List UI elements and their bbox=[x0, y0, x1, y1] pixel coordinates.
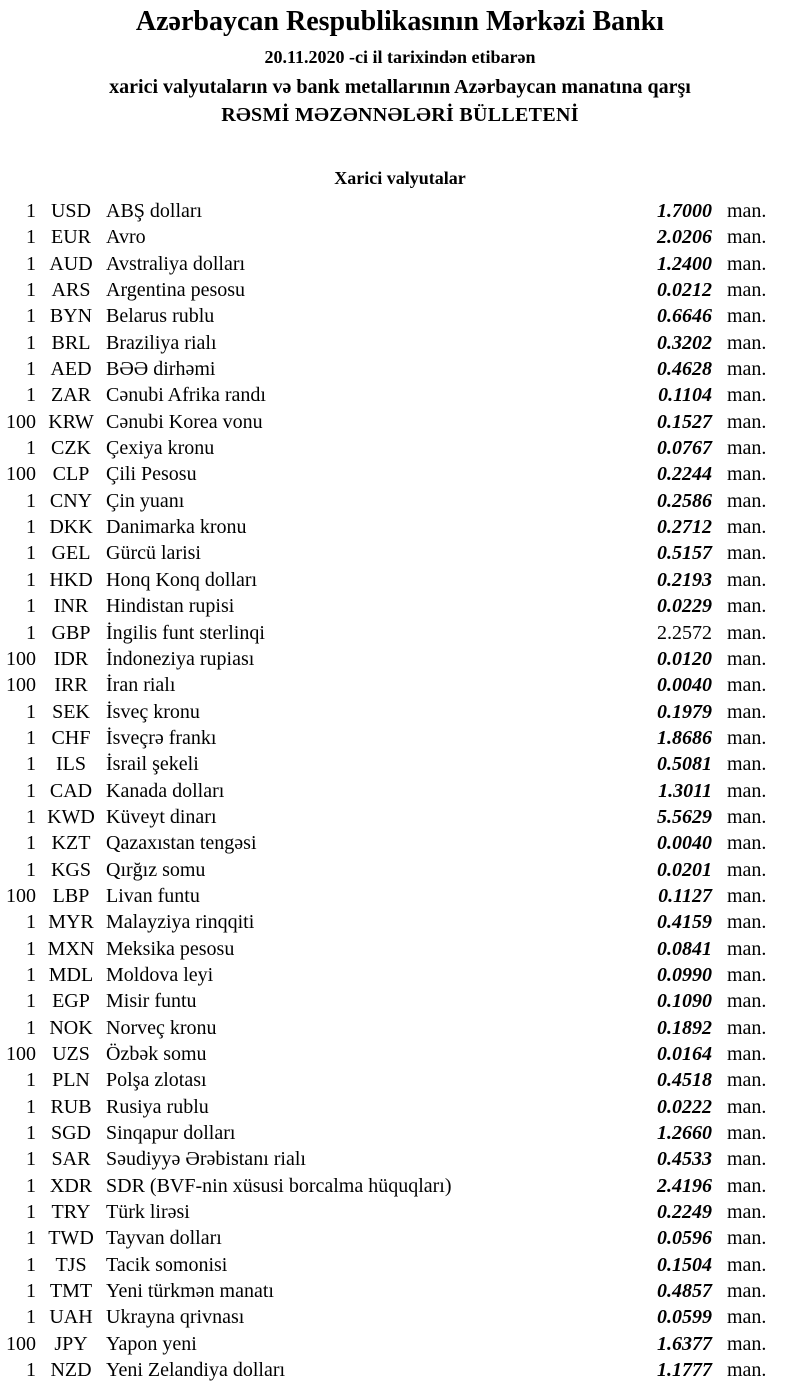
currency-code: DKK bbox=[49, 516, 93, 539]
manat-unit-label: man. bbox=[727, 226, 767, 249]
rate-value: 0.0120 bbox=[657, 647, 712, 670]
rate-value: 1.8686 bbox=[657, 726, 712, 749]
currency-name: İsrail şekeli bbox=[106, 753, 199, 776]
manat-unit-label: man. bbox=[727, 305, 767, 328]
manat-unit-label: man. bbox=[727, 595, 767, 618]
currency-code: MDL bbox=[48, 963, 94, 986]
currency-code: XDR bbox=[49, 1174, 93, 1197]
currency-code: TRY bbox=[51, 1201, 91, 1224]
currency-name: Belarus rublu bbox=[106, 305, 215, 328]
rate-value: 0.1979 bbox=[657, 700, 712, 723]
currency-row bbox=[0, 382, 800, 408]
unit-quantity: 1 bbox=[26, 1174, 36, 1197]
currency-row bbox=[0, 1120, 800, 1146]
rate-value: 0.1527 bbox=[657, 410, 712, 433]
currency-row bbox=[0, 804, 800, 830]
unit-quantity: 1 bbox=[26, 779, 36, 802]
rate-value: 0.0767 bbox=[657, 437, 712, 460]
unit-quantity: 1 bbox=[26, 1201, 36, 1224]
rate-value: 1.1777 bbox=[657, 1359, 712, 1382]
rate-value: 0.1127 bbox=[658, 884, 712, 907]
rate-value: 0.4518 bbox=[657, 1069, 712, 1092]
currency-name: Misir funtu bbox=[106, 990, 197, 1013]
currency-code: GEL bbox=[51, 542, 91, 565]
currency-code: KRW bbox=[48, 410, 94, 433]
currency-name: İngilis funt sterlinqi bbox=[106, 621, 265, 644]
unit-quantity: 1 bbox=[26, 1253, 36, 1276]
currency-row bbox=[0, 1199, 800, 1225]
rate-value: 0.4857 bbox=[657, 1280, 712, 1303]
currency-name: İran rialı bbox=[106, 674, 176, 697]
rate-value: 0.2244 bbox=[657, 463, 712, 486]
unit-quantity: 1 bbox=[26, 700, 36, 723]
currency-row bbox=[0, 988, 800, 1014]
rate-value: 1.2660 bbox=[657, 1122, 712, 1145]
currency-row bbox=[0, 1067, 800, 1093]
currency-code: SAR bbox=[51, 1148, 91, 1171]
currency-code: TJS bbox=[55, 1253, 87, 1276]
currency-row bbox=[0, 567, 800, 593]
currency-row bbox=[0, 778, 800, 804]
unit-quantity: 1 bbox=[26, 1095, 36, 1118]
currency-code: SGD bbox=[50, 1122, 91, 1145]
unit-quantity: 100 bbox=[6, 463, 36, 486]
currency-row bbox=[0, 962, 800, 988]
currency-row bbox=[0, 1173, 800, 1199]
unit-quantity: 100 bbox=[6, 1043, 36, 1065]
currency-row bbox=[0, 1015, 800, 1041]
currency-name: Yapon yeni bbox=[106, 1332, 197, 1355]
unit-quantity: 100 bbox=[6, 1332, 36, 1355]
unit-quantity: 1 bbox=[26, 568, 36, 591]
manat-unit-label: man. bbox=[727, 674, 767, 697]
rate-value: 0.4159 bbox=[657, 911, 712, 934]
currency-row bbox=[0, 620, 800, 646]
rate-value: 0.0841 bbox=[657, 937, 712, 960]
unit-quantity: 1 bbox=[26, 1148, 36, 1171]
bulletin-title: RƏSMİ MƏZƏNNƏLƏRİ BÜLLETENİ bbox=[221, 104, 579, 126]
manat-unit-label: man. bbox=[727, 200, 767, 222]
unit-quantity: 1 bbox=[26, 1280, 36, 1303]
manat-unit-label: man. bbox=[727, 1280, 767, 1303]
currency-name: Tacik somonisi bbox=[106, 1253, 228, 1276]
unit-quantity: 1 bbox=[26, 200, 36, 222]
rate-value: 0.0596 bbox=[657, 1227, 712, 1250]
currency-row bbox=[0, 461, 800, 487]
currency-code: GBP bbox=[51, 621, 91, 644]
section-title-foreign-currencies: Xarici valyutalar bbox=[334, 168, 466, 188]
rate-value: 0.1104 bbox=[658, 384, 712, 407]
currency-code: IRR bbox=[54, 674, 88, 697]
unit-quantity: 1 bbox=[26, 358, 36, 381]
currency-name: Çexiya kronu bbox=[106, 437, 215, 460]
unit-quantity: 1 bbox=[26, 331, 36, 354]
manat-unit-label: man. bbox=[727, 279, 767, 302]
currency-row bbox=[0, 909, 800, 935]
manat-unit-label: man. bbox=[727, 410, 767, 433]
rate-value: 0.5157 bbox=[657, 542, 712, 565]
exchange-rates-table bbox=[0, 198, 800, 1383]
unit-quantity: 1 bbox=[26, 279, 36, 302]
currency-code: USD bbox=[50, 200, 91, 222]
rate-value: 0.0599 bbox=[657, 1306, 712, 1329]
currency-row bbox=[0, 1146, 800, 1172]
unit-quantity: 1 bbox=[26, 1016, 36, 1039]
manat-unit-label: man. bbox=[727, 700, 767, 723]
rate-value: 0.3202 bbox=[657, 331, 712, 354]
currency-name: Kanada dolları bbox=[106, 779, 225, 802]
currency-code: KWD bbox=[47, 805, 95, 828]
currency-code: CHF bbox=[51, 726, 91, 749]
currency-name: Livan funtu bbox=[106, 884, 200, 907]
currency-row bbox=[0, 277, 800, 303]
manat-unit-label: man. bbox=[727, 1227, 767, 1250]
currency-row bbox=[0, 1041, 800, 1067]
currency-code: SEK bbox=[52, 700, 90, 723]
currency-name: Malayziya rinqqiti bbox=[106, 911, 255, 934]
manat-unit-label: man. bbox=[727, 568, 767, 591]
rate-value: 0.2712 bbox=[657, 516, 712, 539]
manat-unit-label: man. bbox=[727, 805, 767, 828]
currency-row bbox=[0, 409, 800, 435]
manat-unit-label: man. bbox=[727, 1174, 767, 1197]
currency-row bbox=[0, 593, 800, 619]
subtitle-line: xarici valyutaların və bank metallarının Azərbaycan manatına qarşı bbox=[109, 76, 691, 98]
currency-code: TMT bbox=[49, 1280, 93, 1303]
currency-name: Çin yuanı bbox=[106, 489, 185, 512]
unit-quantity: 1 bbox=[26, 489, 36, 512]
manat-unit-label: man. bbox=[727, 489, 767, 512]
currency-name: Rusiya rublu bbox=[106, 1095, 209, 1118]
manat-unit-label: man. bbox=[727, 963, 767, 986]
currency-code: KGS bbox=[50, 858, 91, 881]
unit-quantity: 1 bbox=[26, 1069, 36, 1092]
manat-unit-label: man. bbox=[727, 1359, 767, 1382]
currency-row bbox=[0, 699, 800, 725]
currency-row bbox=[0, 672, 800, 698]
unit-quantity: 1 bbox=[26, 858, 36, 881]
currency-row bbox=[0, 303, 800, 329]
manat-unit-label: man. bbox=[727, 1043, 767, 1065]
rate-value: 0.0040 bbox=[657, 674, 712, 697]
rate-value: 0.0201 bbox=[657, 858, 712, 881]
manat-unit-label: man. bbox=[727, 937, 767, 960]
unit-quantity: 100 bbox=[6, 884, 36, 907]
currency-code: TWD bbox=[48, 1227, 94, 1250]
currency-row bbox=[0, 725, 800, 751]
unit-quantity: 1 bbox=[26, 1359, 36, 1382]
currency-name: Sinqapur dolları bbox=[106, 1122, 236, 1145]
currency-name: Honq Konq dolları bbox=[106, 568, 258, 591]
currency-row bbox=[0, 1094, 800, 1120]
effective-date-line: 20.11.2020 -ci il tarixindən etibarən bbox=[264, 47, 536, 67]
rate-value: 0.0229 bbox=[657, 595, 712, 618]
currency-name: Cənubi Afrika randı bbox=[106, 384, 266, 407]
currency-row bbox=[0, 1357, 800, 1383]
currency-code: CNY bbox=[49, 489, 93, 512]
currency-name: Norveç kronu bbox=[106, 1016, 217, 1039]
manat-unit-label: man. bbox=[727, 252, 767, 275]
currency-code: JPY bbox=[54, 1332, 88, 1355]
manat-unit-label: man. bbox=[727, 832, 767, 855]
currency-name: Türk lirəsi bbox=[106, 1201, 190, 1224]
unit-quantity: 1 bbox=[26, 937, 36, 960]
currency-code: EGP bbox=[52, 990, 90, 1013]
currency-code: BRL bbox=[51, 331, 91, 354]
currency-code: IDR bbox=[53, 647, 89, 670]
currency-row bbox=[0, 198, 800, 224]
manat-unit-label: man. bbox=[727, 647, 767, 670]
manat-unit-label: man. bbox=[727, 1069, 767, 1092]
unit-quantity: 1 bbox=[26, 437, 36, 460]
currency-name: Danimarka kronu bbox=[106, 516, 247, 539]
currency-name: Hindistan rupisi bbox=[106, 595, 235, 618]
currency-row bbox=[0, 356, 800, 382]
unit-quantity: 1 bbox=[26, 805, 36, 828]
currency-code: UZS bbox=[52, 1043, 90, 1065]
rate-value: 1.3011 bbox=[658, 779, 712, 802]
currency-row bbox=[0, 435, 800, 461]
currency-row bbox=[0, 646, 800, 672]
currency-row bbox=[0, 1304, 800, 1330]
manat-unit-label: man. bbox=[727, 1332, 767, 1355]
currency-name: İsveçrə frankı bbox=[106, 726, 217, 749]
currency-row bbox=[0, 936, 800, 962]
rate-value: 0.2249 bbox=[657, 1201, 712, 1224]
unit-quantity: 1 bbox=[26, 252, 36, 275]
unit-quantity: 100 bbox=[6, 674, 36, 697]
manat-unit-label: man. bbox=[727, 384, 767, 407]
manat-unit-label: man. bbox=[727, 1016, 767, 1039]
rate-value: 0.4533 bbox=[657, 1148, 712, 1171]
currency-name: ABŞ dolları bbox=[106, 200, 203, 222]
rate-value: 1.2400 bbox=[657, 252, 712, 275]
page-title: Azərbaycan Respublikasının Mərkəzi Bankı bbox=[135, 6, 665, 37]
rate-value: 0.4628 bbox=[657, 358, 712, 381]
currency-name: Polşa zlotası bbox=[106, 1069, 207, 1092]
manat-unit-label: man. bbox=[727, 621, 767, 644]
manat-unit-label: man. bbox=[727, 858, 767, 881]
currency-name: Cənubi Korea vonu bbox=[106, 410, 263, 433]
currency-name: Braziliya rialı bbox=[106, 331, 217, 354]
unit-quantity: 1 bbox=[26, 832, 36, 855]
currency-row bbox=[0, 1278, 800, 1304]
rate-value: 2.0206 bbox=[657, 226, 712, 249]
unit-quantity: 1 bbox=[26, 1306, 36, 1329]
currency-name: BƏƏ dirhəmi bbox=[106, 358, 216, 381]
currency-name: Yeni Zelandiya dolları bbox=[106, 1359, 286, 1382]
currency-name: İndoneziya rupiası bbox=[106, 647, 255, 670]
currency-code: HKD bbox=[49, 568, 93, 591]
currency-row bbox=[0, 1252, 800, 1278]
manat-unit-label: man. bbox=[727, 1253, 767, 1276]
currency-code: NZD bbox=[50, 1359, 92, 1382]
currency-code: RUB bbox=[50, 1095, 92, 1118]
unit-quantity: 1 bbox=[26, 621, 36, 644]
currency-name: Çili Pesosu bbox=[106, 463, 197, 486]
currency-code: ARS bbox=[51, 279, 91, 302]
currency-name: Avstraliya dolları bbox=[106, 252, 246, 275]
manat-unit-label: man. bbox=[727, 1148, 767, 1171]
rate-value: 2.2572 bbox=[657, 621, 712, 644]
currency-code: ILS bbox=[56, 753, 86, 776]
currency-name: Moldova leyi bbox=[106, 963, 214, 986]
currency-code: BYN bbox=[49, 305, 93, 328]
unit-quantity: 1 bbox=[26, 226, 36, 249]
currency-name: Səudiyyə Ərəbistanı rialı bbox=[106, 1148, 306, 1171]
unit-quantity: 100 bbox=[6, 647, 36, 670]
currency-name: Tayvan dolları bbox=[106, 1227, 222, 1250]
manat-unit-label: man. bbox=[727, 753, 767, 776]
currency-code: ZAR bbox=[51, 384, 91, 407]
rate-value: 0.1504 bbox=[657, 1253, 712, 1276]
currency-row bbox=[0, 488, 800, 514]
currency-name: İsveç kronu bbox=[106, 700, 200, 723]
unit-quantity: 1 bbox=[26, 911, 36, 934]
currency-row bbox=[0, 224, 800, 250]
rate-value: 0.0222 bbox=[657, 1095, 712, 1118]
currency-name: Avro bbox=[106, 226, 146, 249]
rate-value: 0.0212 bbox=[657, 279, 712, 302]
manat-unit-label: man. bbox=[727, 911, 767, 934]
unit-quantity: 1 bbox=[26, 595, 36, 618]
currency-name: Qırğız somu bbox=[106, 858, 206, 881]
unit-quantity: 1 bbox=[26, 516, 36, 539]
currency-name: SDR (BVF-nin xüsusi borcalma hüquqları) bbox=[106, 1174, 452, 1197]
unit-quantity: 100 bbox=[6, 410, 36, 433]
manat-unit-label: man. bbox=[727, 990, 767, 1013]
currency-row bbox=[0, 751, 800, 777]
rate-value: 0.1090 bbox=[657, 990, 712, 1013]
manat-unit-label: man. bbox=[727, 1306, 767, 1329]
rate-value: 0.0040 bbox=[657, 832, 712, 855]
currency-row bbox=[0, 540, 800, 566]
manat-unit-label: man. bbox=[727, 726, 767, 749]
manat-unit-label: man. bbox=[727, 516, 767, 539]
currency-row bbox=[0, 1331, 800, 1357]
currency-row bbox=[0, 1225, 800, 1251]
manat-unit-label: man. bbox=[727, 463, 767, 486]
unit-quantity: 1 bbox=[26, 1122, 36, 1145]
currency-code: EUR bbox=[51, 226, 91, 249]
unit-quantity: 1 bbox=[26, 753, 36, 776]
currency-code: INR bbox=[53, 595, 89, 618]
rate-value: 1.7000 bbox=[657, 200, 712, 222]
currency-row bbox=[0, 830, 800, 856]
currency-name: Qazaxıstan tengəsi bbox=[106, 832, 257, 855]
manat-unit-label: man. bbox=[727, 1095, 767, 1118]
rate-value: 0.2193 bbox=[657, 568, 712, 591]
manat-unit-label: man. bbox=[727, 779, 767, 802]
manat-unit-label: man. bbox=[727, 542, 767, 565]
currency-name: Argentina pesosu bbox=[106, 279, 246, 302]
currency-code: MXN bbox=[47, 937, 95, 960]
manat-unit-label: man. bbox=[727, 884, 767, 907]
rate-value: 0.5081 bbox=[657, 753, 712, 776]
currency-code: AED bbox=[50, 358, 92, 381]
currency-name: Gürcü larisi bbox=[106, 542, 201, 565]
unit-quantity: 1 bbox=[26, 726, 36, 749]
currency-code: UAH bbox=[49, 1306, 93, 1329]
rate-value: 1.6377 bbox=[657, 1332, 712, 1355]
currency-code: CAD bbox=[49, 779, 93, 802]
currency-code: LBP bbox=[52, 884, 90, 907]
rate-value: 0.1892 bbox=[657, 1016, 712, 1039]
currency-code: PLN bbox=[52, 1069, 90, 1092]
currency-row bbox=[0, 251, 800, 277]
rate-value: 0.0990 bbox=[657, 963, 712, 986]
currency-code: NOK bbox=[49, 1016, 93, 1039]
currency-name: Meksika pesosu bbox=[106, 937, 235, 960]
rate-value: 0.6646 bbox=[657, 305, 712, 328]
unit-quantity: 1 bbox=[26, 542, 36, 565]
currency-code: CLP bbox=[52, 463, 90, 486]
currency-row bbox=[0, 883, 800, 909]
currency-name: Özbək somu bbox=[106, 1043, 207, 1065]
currency-name: Küveyt dinarı bbox=[106, 805, 217, 828]
currency-code: CZK bbox=[51, 437, 91, 460]
currency-code: MYR bbox=[48, 911, 94, 934]
currency-name: Ukrayna qrivnası bbox=[106, 1306, 245, 1329]
rate-value: 0.2586 bbox=[657, 489, 712, 512]
currency-code: AUD bbox=[49, 252, 93, 275]
unit-quantity: 1 bbox=[26, 963, 36, 986]
rate-value: 2.4196 bbox=[657, 1174, 712, 1197]
currency-row bbox=[0, 857, 800, 883]
currency-row bbox=[0, 330, 800, 356]
unit-quantity: 1 bbox=[26, 990, 36, 1013]
currency-code: KZT bbox=[51, 832, 91, 855]
rate-value: 0.0164 bbox=[657, 1043, 712, 1065]
rate-value: 5.5629 bbox=[657, 805, 712, 828]
unit-quantity: 1 bbox=[26, 384, 36, 407]
manat-unit-label: man. bbox=[727, 331, 767, 354]
currency-row bbox=[0, 514, 800, 540]
unit-quantity: 1 bbox=[26, 1227, 36, 1250]
manat-unit-label: man. bbox=[727, 358, 767, 381]
manat-unit-label: man. bbox=[727, 1201, 767, 1224]
unit-quantity: 1 bbox=[26, 305, 36, 328]
currency-name: Yeni türkmən manatı bbox=[106, 1280, 274, 1303]
manat-unit-label: man. bbox=[727, 1122, 767, 1145]
manat-unit-label: man. bbox=[727, 437, 767, 460]
